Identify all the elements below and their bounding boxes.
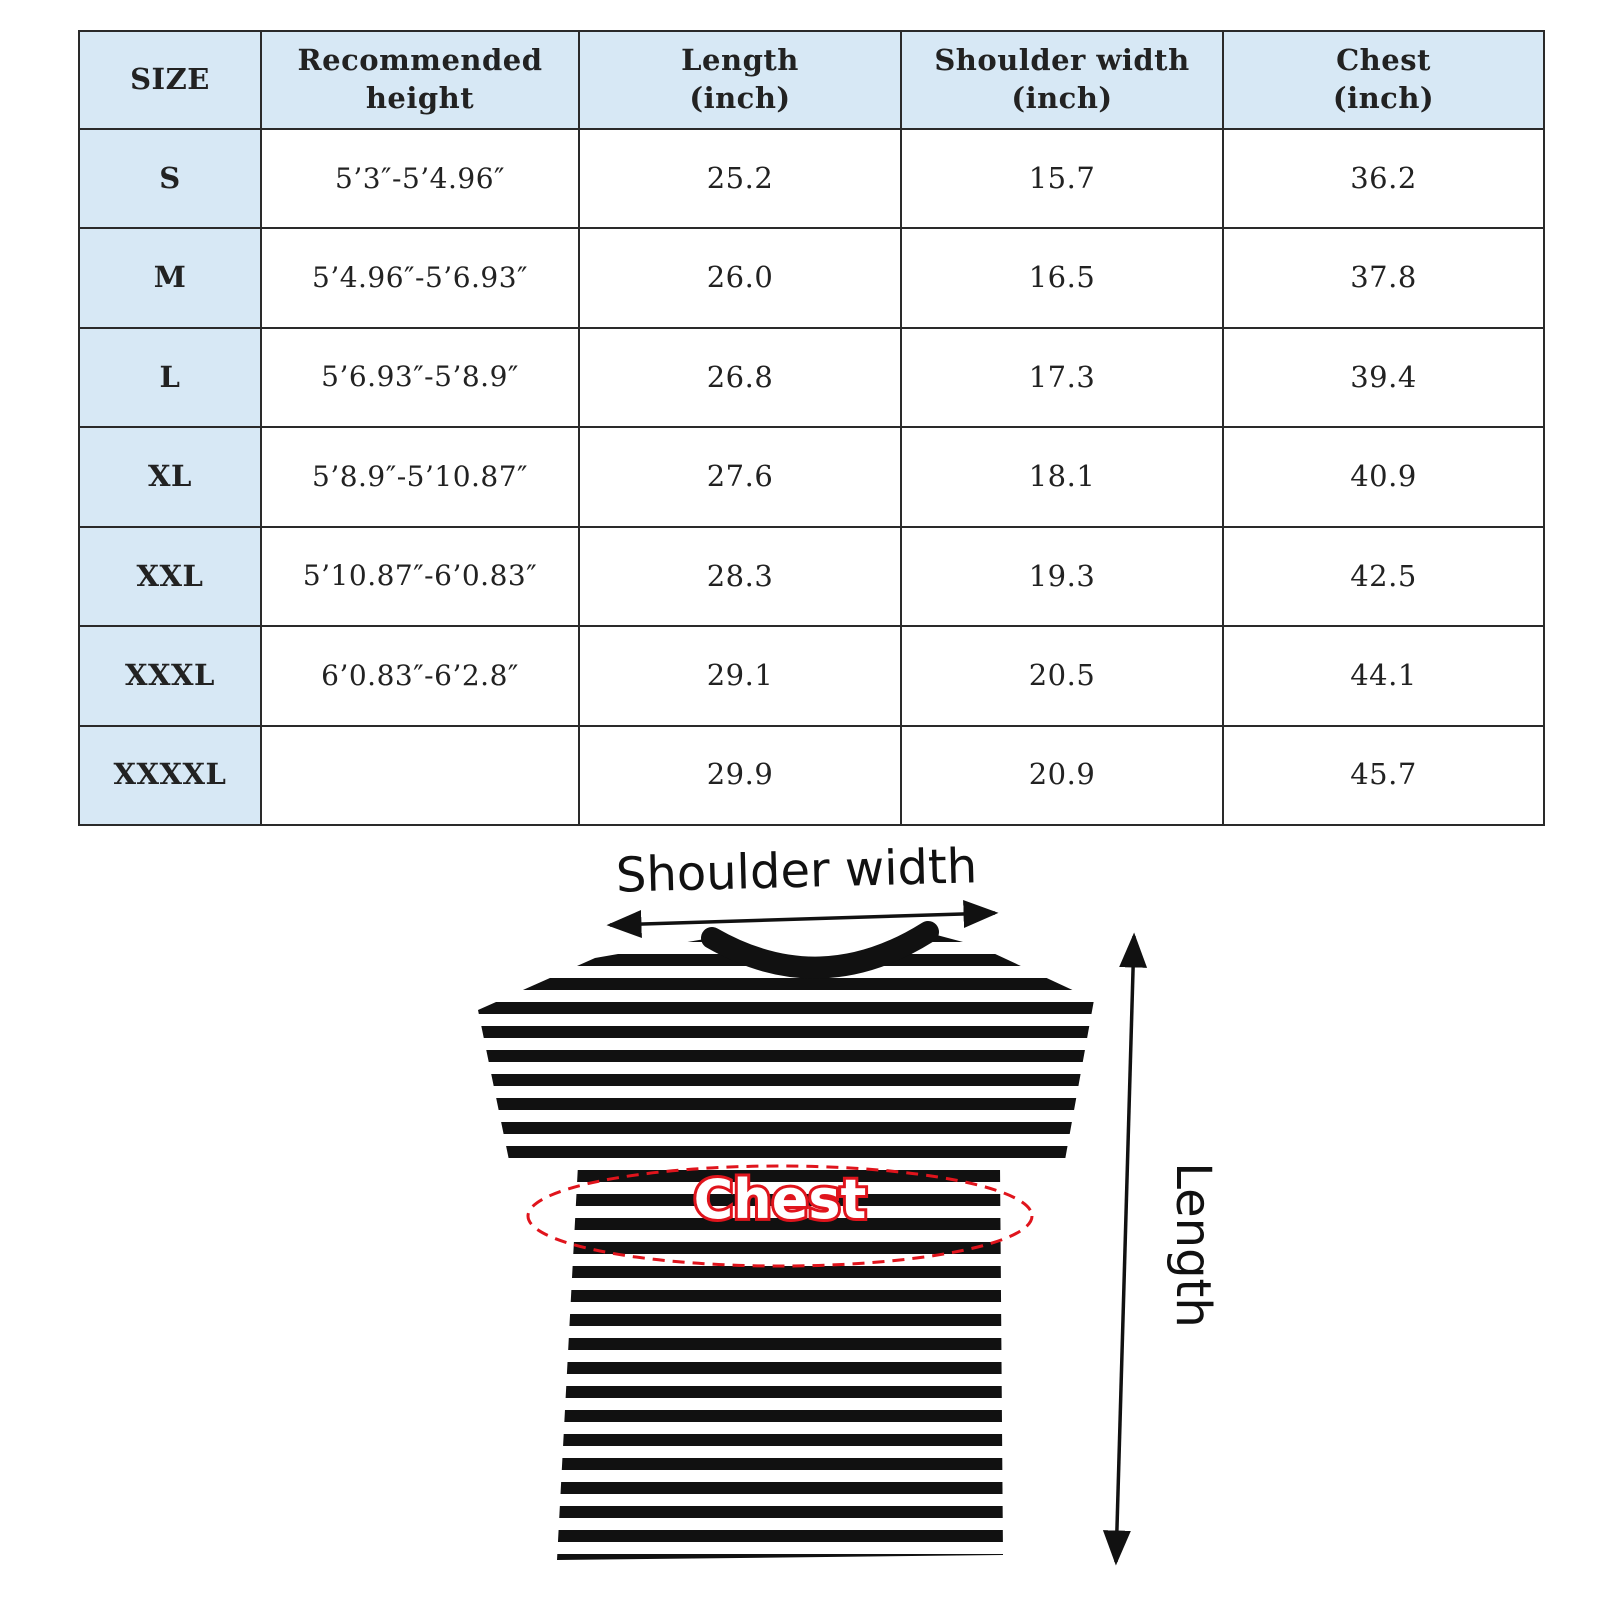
chest-cell: 39.4 xyxy=(1223,328,1544,427)
measurement-diagram xyxy=(0,830,1600,1600)
size-cell: XL xyxy=(79,427,261,526)
size-cell: S xyxy=(79,129,261,228)
shoulder-cell: 17.3 xyxy=(901,328,1223,427)
shoulder-width-label: Shoulder width xyxy=(615,838,978,904)
shoulder-cell: 19.3 xyxy=(901,527,1223,626)
shoulder-cell: 20.9 xyxy=(901,726,1223,825)
header-recommended-height xyxy=(261,31,579,129)
header-chest xyxy=(1223,31,1544,129)
length-cell: 28.3 xyxy=(579,527,901,626)
length-cell: 25.2 xyxy=(579,129,901,228)
shirt-stripe xyxy=(470,1242,1110,1254)
length-label: Length xyxy=(1165,1162,1221,1328)
shirt-stripe xyxy=(470,1122,1110,1134)
striped-tshirt xyxy=(470,920,1110,1570)
chest-cell: 37.8 xyxy=(1223,228,1544,327)
shirt-stripe xyxy=(470,1002,1110,1014)
table-row xyxy=(79,626,1544,725)
header-shoulder-width xyxy=(901,31,1223,129)
chest-cell: 44.1 xyxy=(1223,626,1544,725)
header-row xyxy=(79,31,1544,129)
header-length-line1: Length xyxy=(681,43,799,78)
shirt-stripe xyxy=(470,1506,1110,1518)
shirt-stripe xyxy=(470,1290,1110,1302)
header-size-text: SIZE xyxy=(130,62,210,97)
table-row xyxy=(79,427,1544,526)
header-height-line2: height xyxy=(365,81,475,115)
shirt-stripe xyxy=(470,1050,1110,1062)
header-chest-line1: Chest xyxy=(1336,43,1431,78)
shirt-stripe xyxy=(470,1530,1110,1542)
length-cell: 26.0 xyxy=(579,228,901,327)
shirt-stripe xyxy=(470,1314,1110,1326)
height-cell: 5’6.93″-5’8.9″ xyxy=(261,328,579,427)
shirt-stripe xyxy=(470,1338,1110,1350)
shoulder-cell: 20.5 xyxy=(901,626,1223,725)
height-cell xyxy=(261,726,579,825)
shirt-stripe xyxy=(470,1098,1110,1110)
shirt-stripe xyxy=(470,930,1110,942)
size-cell: L xyxy=(79,328,261,427)
shirt-stripe xyxy=(470,1482,1110,1494)
shirt-stripe xyxy=(470,1146,1110,1158)
header-height-line1: Recommended xyxy=(297,43,543,78)
shoulder-cell: 15.7 xyxy=(901,129,1223,228)
shirt-stripe xyxy=(470,978,1110,990)
chest-cell: 45.7 xyxy=(1223,726,1544,825)
size-cell: XXL xyxy=(79,527,261,626)
table-row xyxy=(79,726,1544,825)
chest-cell: 42.5 xyxy=(1223,527,1544,626)
shirt-stripe xyxy=(470,1026,1110,1038)
shirt-stripe xyxy=(470,1386,1110,1398)
table-row xyxy=(79,527,1544,626)
table-row xyxy=(79,228,1544,327)
chest-cell: 36.2 xyxy=(1223,129,1544,228)
shirt-stripe xyxy=(470,1554,1110,1566)
shoulder-cell: 18.1 xyxy=(901,427,1223,526)
size-chart-table xyxy=(78,30,1545,826)
header-size xyxy=(79,31,261,129)
length-arrow xyxy=(1116,936,1134,1562)
shirt-stripe xyxy=(470,1074,1110,1086)
table-row xyxy=(79,328,1544,427)
length-cell: 29.1 xyxy=(579,626,901,725)
header-shoulder-line2: (inch) xyxy=(1011,81,1113,115)
chest-cell: 40.9 xyxy=(1223,427,1544,526)
shoulder-width-arrow xyxy=(610,913,995,925)
header-length xyxy=(579,31,901,129)
shirt-stripe xyxy=(470,1458,1110,1470)
height-cell: 5’10.87″-6’0.83″ xyxy=(261,527,579,626)
length-cell: 26.8 xyxy=(579,328,901,427)
height-cell: 5’3″-5’4.96″ xyxy=(261,129,579,228)
length-cell: 27.6 xyxy=(579,427,901,526)
size-cell: M xyxy=(79,228,261,327)
size-cell: XXXL xyxy=(79,626,261,725)
height-cell: 5’8.9″-5’10.87″ xyxy=(261,427,579,526)
shirt-stripe xyxy=(470,1434,1110,1446)
shirt-stripe xyxy=(470,1410,1110,1422)
height-cell: 6’0.83″-6’2.8″ xyxy=(261,626,579,725)
table-row xyxy=(79,129,1544,228)
size-cell: XXXXL xyxy=(79,726,261,825)
chest-label: Chest xyxy=(693,1168,867,1231)
length-cell: 29.9 xyxy=(579,726,901,825)
shirt-stripe xyxy=(470,1362,1110,1374)
header-length-line2: (inch) xyxy=(689,81,791,115)
height-cell: 5’4.96″-5’6.93″ xyxy=(261,228,579,327)
header-chest-line2: (inch) xyxy=(1332,81,1435,115)
shoulder-cell: 16.5 xyxy=(901,228,1223,327)
header-shoulder-line1: Shoulder width xyxy=(934,43,1190,78)
shirt-stripe xyxy=(470,1266,1110,1278)
